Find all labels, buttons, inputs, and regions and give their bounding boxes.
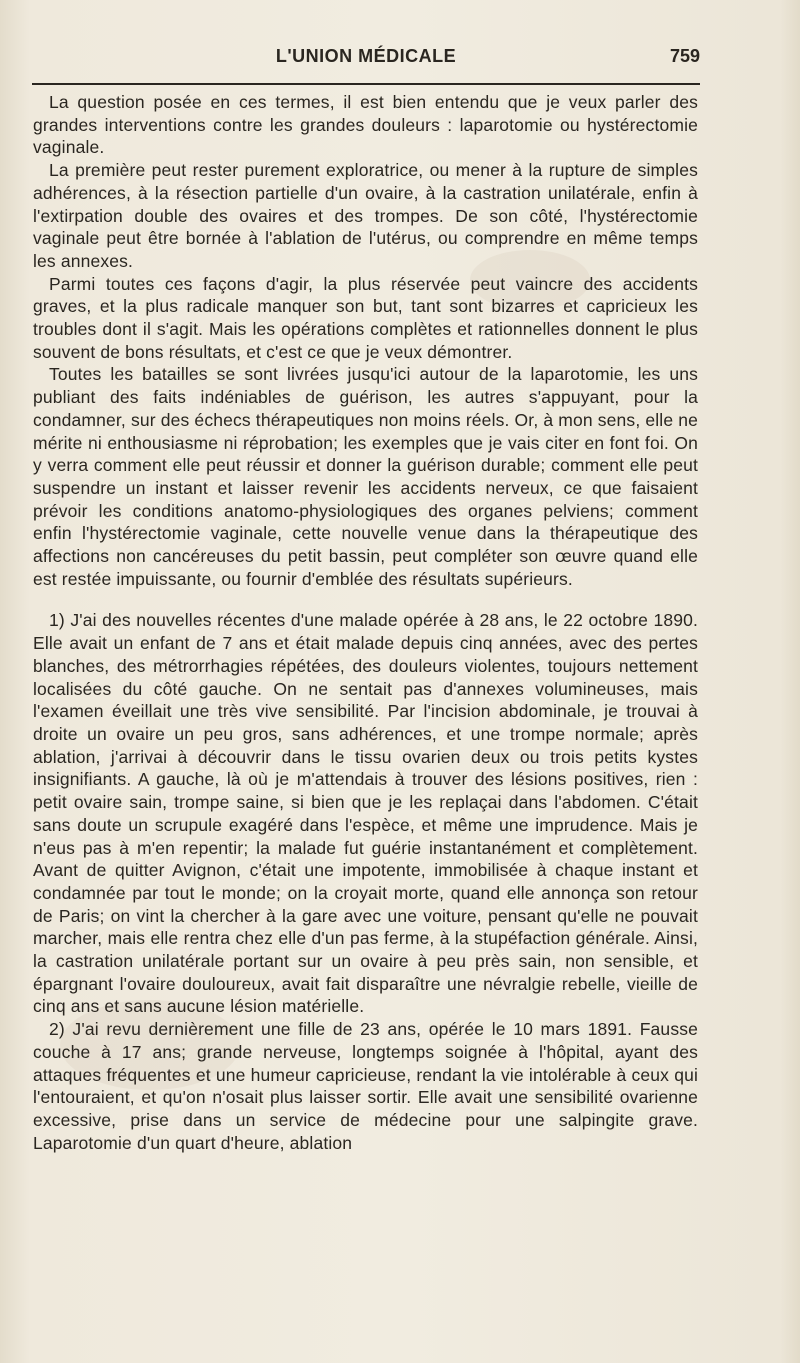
page-number: 759 — [669, 46, 700, 66]
paragraph: Toutes les batailles se sont livrées jusqu'ici autour de la laparotomie, les uns publiant des faits indéniables de guérison, les autres s'appuyant, pour la condamner, sur des échecs thérapeutiques non moins réels. Or, à mon sens, elle ne mérite ni enthousiasme ni réprobation; les exemples que je vais citer en font foi. On y verra comment elle peut réussir et donner la guérison durable; comment elle peut suspendre un instant et laisser revenir les accidents nerveux, ce que faisaient prévoir les conditions anatomo-physiologiques des organes pelviens; comment enfin l'hystérectomie vaginale, cette nouvelle venue dans la thérapeutique des affections non cancéreuses du petit bassin, peut compléter son œuvre quand elle est restée impuissante, ou fournir d'emblée des résultats supérieurs. — [33, 364, 698, 589]
paragraph: Parmi toutes ces façons d'agir, la plus réservée peut vaincre des accidents graves, et la plus radicale manquer son but, tant sont bizarres et capricieux les troubles dont il s'agit. Mais les opérations complètes et rationnelles donnent le plus souvent de bons résultats, et c'est ce que je veux démontrer. — [33, 273, 698, 362]
page-header — [32, 46, 700, 76]
body-text — [33, 91, 698, 1154]
paragraph: La première peut rester purement exploratrice, ou mener à la rupture de simples adhérences, à la résection partielle d'un ovaire, à la castration unilatérale, enfin à l'extirpation double des ovaires et des trompes. De son côté, l'hystérectomie vaginale peut être bornée à l'ablation de l'utérus, ou comprendre en même temps les annexes. — [33, 160, 698, 271]
case-paragraph: 2) J'ai revu dernièrement une fille de 23 ans, opérée le 10 mars 1891. Fausse couche à 17 ans; grande nerveuse, longtemps soignée à l'hôpital, ayant des attaques fréquentes et une humeur capricieuse, rendant la vie intolérable à ceux qui l'entouraient, et qu'on n'osait plus laisser sortir. Elle avait une sensibilité ovarienne excessive, prise dans un service de médecine pour une salpingite grave. Laparotomie d'un quart d'heure, ablation — [33, 1019, 698, 1153]
running-title: L'UNION MÉDICALE — [275, 46, 457, 66]
header-rule — [32, 83, 700, 85]
paragraph: La question posée en ces termes, il est bien entendu que je veux parler des grandes interventions contre les grandes douleurs : laparotomie ou hystérectomie vaginale. — [33, 92, 698, 158]
case-paragraph: 1) J'ai des nouvelles récentes d'une malade opérée à 28 ans, le 22 octobre 1890. Elle avait un enfant de 7 ans et était malade depuis cinq années, avec des pertes blanches, des métrorrhagies répétées, des douleurs violentes, toujours nettement localisées du côté gauche. On ne sentait pas d'annexes volumineuses, mais l'examen éveillait une très vive sensibilité. Par l'incision abdominale, je trouvai à droite un ovaire un peu gros, sans adhérences, et une trompe normale; après ablation, j'arrivai à découvrir dans le tissu ovarien deux ou trois petits kystes insignifiants. A gauche, là où je m'attendais à trouver des lésions positives, rien : petit ovaire sain, trompe saine, si bien que je les replaçai dans l'abdomen. C'était sans doute un scrupule exagéré dans l'espèce, et même une imprudence. Mais je n'eus pas à m'en repentir; la malade fut guérie instantanément et complètement. Avant de quitter Avignon, c'était une impotente, immobilisée à chaque instant et condamnée par tout le monde; on la croyait morte, quand elle annonça son retour de Paris; on vint la chercher à la gare avec une voiture, pensant qu'elle ne pouvait marcher, mais elle rentra chez elle d'un pas ferme, à la stupéfaction générale. Ainsi, la castration unilatérale portant sur un ovaire à peu près sain, non sensible, et épargnant l'ovaire douloureux, avait fait disparaître une névralgie rebelle, vieille de cinq ans et sans aucune lésion matérielle. — [33, 610, 698, 1017]
